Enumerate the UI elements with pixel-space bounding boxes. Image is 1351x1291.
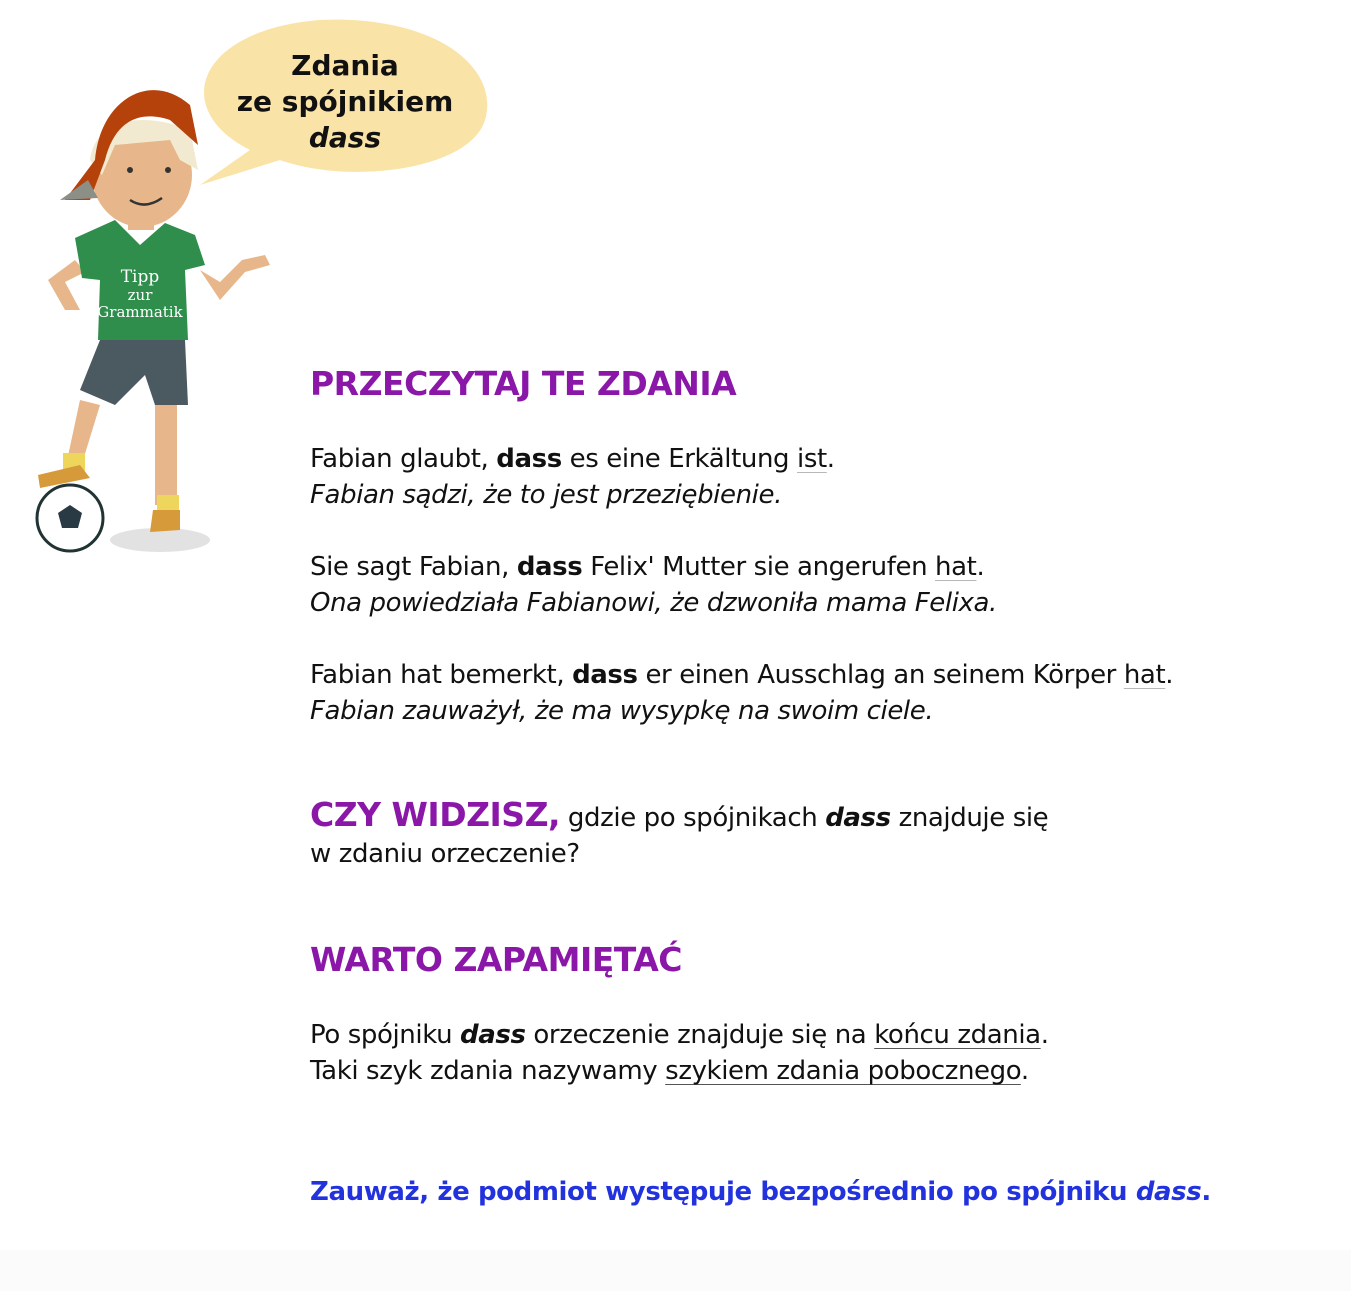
translation: Fabian zauważył, że ma wysypkę na swoim ciele. bbox=[310, 696, 934, 726]
sentence-text: Fabian hat bemerkt, bbox=[310, 660, 573, 690]
question-text: znajduje się bbox=[890, 803, 1049, 833]
bubble-line-3: dass bbox=[308, 121, 382, 154]
sentence-text: Sie sagt Fabian, bbox=[310, 552, 517, 582]
conjunction: dass bbox=[572, 660, 638, 690]
shirt-text-1: Tipp bbox=[120, 267, 160, 287]
verb: hat bbox=[1123, 660, 1166, 690]
sentence-text: Fabian glaubt, bbox=[310, 444, 497, 474]
section-title-question: CZY WIDZISZ, bbox=[310, 795, 561, 834]
rule-keyword: szykiem zdania pobocznego bbox=[665, 1056, 1021, 1086]
shirt-text-3: Grammatik bbox=[97, 303, 183, 321]
note-text bbox=[310, 1174, 1211, 1210]
rule-block bbox=[310, 1017, 1049, 1089]
question-block bbox=[310, 797, 1048, 872]
punctuation: . bbox=[1201, 1177, 1211, 1207]
translation: Ona powiedziała Fabianowi, że dzwoniła mama Felixa. bbox=[310, 588, 997, 618]
speech-bubble bbox=[210, 48, 480, 156]
question-text-line-2: w zdaniu orzeczenie? bbox=[310, 839, 580, 869]
sentence-text: Felix' Mutter sie angerufen bbox=[582, 552, 936, 582]
example-sentence-3 bbox=[310, 657, 1173, 729]
punctuation: . bbox=[826, 444, 835, 474]
conjunction: dass bbox=[516, 552, 583, 582]
conjunction: dass bbox=[825, 803, 891, 833]
example-sentence-1 bbox=[310, 441, 835, 513]
translation: Fabian sądzi, że to jest przeziębienie. bbox=[310, 480, 782, 510]
footer-strip bbox=[0, 1250, 1351, 1291]
rule-text: orzeczenie znajduje się na bbox=[525, 1020, 875, 1050]
rule-text: Taki szyk zdania nazywamy bbox=[310, 1056, 666, 1086]
sentence-text: es eine Erkältung bbox=[561, 444, 798, 474]
punctuation: . bbox=[1165, 660, 1174, 690]
section-title-read: PRZECZYTAJ TE ZDANIA bbox=[310, 364, 737, 403]
punctuation: . bbox=[1040, 1020, 1049, 1050]
rule-keyword: końcu zdania bbox=[874, 1020, 1041, 1050]
note-text-part: Zauważ, że podmiot występuje bezpośrednio po spójniku bbox=[310, 1177, 1136, 1207]
punctuation: . bbox=[976, 552, 985, 582]
question-text: gdzie po spójnikach bbox=[560, 803, 826, 833]
bubble-line-1: Zdania bbox=[291, 49, 399, 82]
conjunction: dass bbox=[496, 444, 562, 474]
rule-text: Po spójniku bbox=[310, 1020, 461, 1050]
bubble-line-2: ze spójnikiem bbox=[236, 85, 454, 118]
punctuation: . bbox=[1020, 1056, 1029, 1086]
conjunction: dass bbox=[460, 1020, 526, 1050]
shirt-text-2: zur bbox=[127, 286, 153, 304]
sentence-text: er einen Ausschlag an seinem Körper bbox=[637, 660, 1124, 690]
section-title-remember: WARTO ZAPAMIĘTAĆ bbox=[310, 940, 682, 979]
example-sentence-2 bbox=[310, 549, 997, 621]
verb: ist bbox=[797, 444, 827, 474]
verb: hat bbox=[935, 552, 977, 582]
conjunction: dass bbox=[1135, 1177, 1202, 1207]
